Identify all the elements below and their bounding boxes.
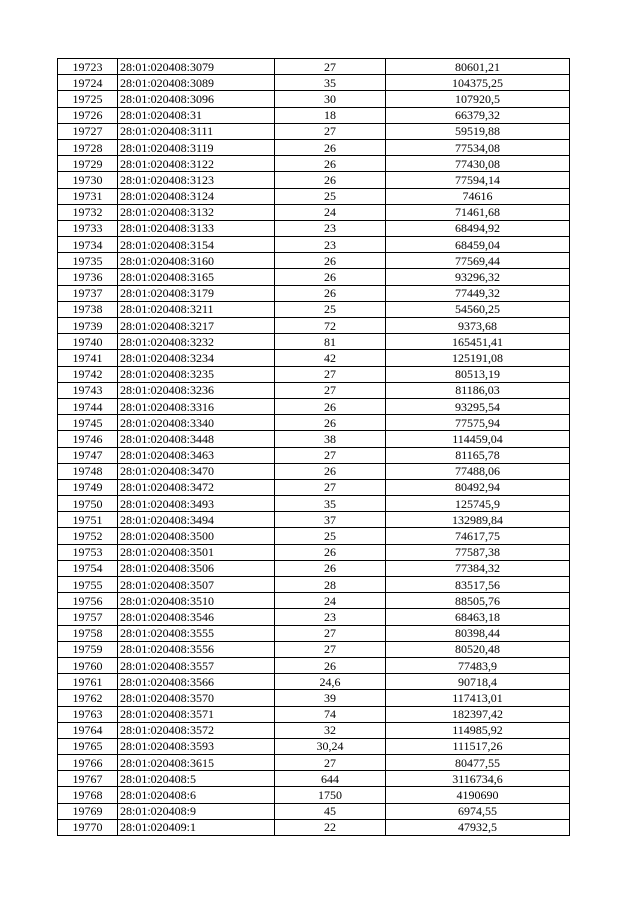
value-cell: 80513,19: [386, 366, 570, 382]
cadastral-number-cell: 28:01:020408:3506: [118, 560, 275, 576]
table-row: [58, 237, 570, 253]
table-row: [58, 512, 570, 528]
area-cell: 27: [275, 59, 386, 75]
area-cell: 26: [275, 657, 386, 673]
area-cell: 26: [275, 463, 386, 479]
row-number-cell: 19768: [58, 787, 118, 803]
row-number-cell: 19738: [58, 301, 118, 317]
value-cell: 74616: [386, 188, 570, 204]
row-number-cell: 19723: [58, 59, 118, 75]
value-cell: 117413,01: [386, 690, 570, 706]
cadastral-number-cell: 28:01:020408:3096: [118, 91, 275, 107]
table-row: [58, 350, 570, 366]
value-cell: 104375,25: [386, 75, 570, 91]
table-row: [58, 75, 570, 91]
cadastral-number-cell: 28:01:020408:5: [118, 771, 275, 787]
value-cell: 9373,68: [386, 318, 570, 334]
area-cell: 25: [275, 301, 386, 317]
cadastral-number-cell: 28:01:020408:3165: [118, 269, 275, 285]
value-cell: 125745,9: [386, 496, 570, 512]
value-cell: 77384,32: [386, 560, 570, 576]
table-row: [58, 496, 570, 512]
cadastral-table: [57, 58, 570, 836]
value-cell: 80601,21: [386, 59, 570, 75]
table-row: [58, 431, 570, 447]
area-cell: 30: [275, 91, 386, 107]
table-row: [58, 690, 570, 706]
cadastral-number-cell: 28:01:020408:3494: [118, 512, 275, 528]
value-cell: 66379,32: [386, 107, 570, 123]
value-cell: 114459,04: [386, 431, 570, 447]
value-cell: 71461,68: [386, 204, 570, 220]
row-number-cell: 19751: [58, 512, 118, 528]
row-number-cell: 19750: [58, 496, 118, 512]
cadastral-number-cell: 28:01:020408:6: [118, 787, 275, 803]
area-cell: 26: [275, 253, 386, 269]
table-row: [58, 657, 570, 673]
area-cell: 24: [275, 204, 386, 220]
value-cell: 165451,41: [386, 334, 570, 350]
table-row: [58, 415, 570, 431]
value-cell: 88505,76: [386, 593, 570, 609]
value-cell: 90718,4: [386, 674, 570, 690]
cadastral-number-cell: 28:01:020408:3211: [118, 301, 275, 317]
table-row: [58, 188, 570, 204]
row-number-cell: 19729: [58, 156, 118, 172]
table-row: [58, 609, 570, 625]
cadastral-number-cell: 28:01:020408:3133: [118, 220, 275, 236]
row-number-cell: 19734: [58, 237, 118, 253]
value-cell: 114985,92: [386, 722, 570, 738]
row-number-cell: 19765: [58, 738, 118, 754]
cadastral-number-cell: 28:01:020408:3235: [118, 366, 275, 382]
cadastral-number-cell: 28:01:020408:3615: [118, 755, 275, 771]
area-cell: 30,24: [275, 738, 386, 754]
value-cell: 93296,32: [386, 269, 570, 285]
row-number-cell: 19748: [58, 463, 118, 479]
area-cell: 26: [275, 285, 386, 301]
row-number-cell: 19752: [58, 528, 118, 544]
area-cell: 27: [275, 755, 386, 771]
table-row: [58, 544, 570, 560]
area-cell: 22: [275, 819, 386, 835]
table-row: [58, 625, 570, 641]
row-number-cell: 19745: [58, 415, 118, 431]
value-cell: 77587,38: [386, 544, 570, 560]
area-cell: 35: [275, 75, 386, 91]
cadastral-number-cell: 28:01:020408:3507: [118, 577, 275, 593]
table-row: [58, 301, 570, 317]
cadastral-number-cell: 28:01:020408:3119: [118, 139, 275, 155]
row-number-cell: 19760: [58, 657, 118, 673]
table-row: [58, 771, 570, 787]
row-number-cell: 19758: [58, 625, 118, 641]
table-row: [58, 107, 570, 123]
cadastral-number-cell: 28:01:020408:3089: [118, 75, 275, 91]
value-cell: 132989,84: [386, 512, 570, 528]
value-cell: 68463,18: [386, 609, 570, 625]
cadastral-number-cell: 28:01:020408:3493: [118, 496, 275, 512]
cadastral-number-cell: 28:01:020408:3124: [118, 188, 275, 204]
cadastral-number-cell: 28:01:020408:3593: [118, 738, 275, 754]
table-row: [58, 139, 570, 155]
area-cell: 37: [275, 512, 386, 528]
value-cell: 77430,08: [386, 156, 570, 172]
cadastral-number-cell: 28:01:020408:3079: [118, 59, 275, 75]
row-number-cell: 19763: [58, 706, 118, 722]
area-cell: 26: [275, 415, 386, 431]
area-cell: 74: [275, 706, 386, 722]
row-number-cell: 19737: [58, 285, 118, 301]
value-cell: 83517,56: [386, 577, 570, 593]
table-row: [58, 447, 570, 463]
area-cell: 644: [275, 771, 386, 787]
row-number-cell: 19741: [58, 350, 118, 366]
row-number-cell: 19767: [58, 771, 118, 787]
row-number-cell: 19742: [58, 366, 118, 382]
area-cell: 27: [275, 447, 386, 463]
cadastral-number-cell: 28:01:020408:3546: [118, 609, 275, 625]
value-cell: 77594,14: [386, 172, 570, 188]
area-cell: 25: [275, 188, 386, 204]
row-number-cell: 19730: [58, 172, 118, 188]
row-number-cell: 19744: [58, 398, 118, 414]
table-body: [58, 59, 570, 836]
value-cell: 68494,92: [386, 220, 570, 236]
cadastral-number-cell: 28:01:020408:3160: [118, 253, 275, 269]
area-cell: 24,6: [275, 674, 386, 690]
row-number-cell: 19740: [58, 334, 118, 350]
value-cell: 80492,94: [386, 479, 570, 495]
table-row: [58, 156, 570, 172]
cadastral-number-cell: 28:01:020408:3217: [118, 318, 275, 334]
row-number-cell: 19727: [58, 123, 118, 139]
table-row: [58, 479, 570, 495]
area-cell: 26: [275, 156, 386, 172]
cadastral-number-cell: 28:01:020408:3123: [118, 172, 275, 188]
table-row: [58, 722, 570, 738]
area-cell: 32: [275, 722, 386, 738]
table-row: [58, 398, 570, 414]
table-row: [58, 172, 570, 188]
table-row: [58, 366, 570, 382]
table-row: [58, 204, 570, 220]
area-cell: 26: [275, 139, 386, 155]
row-number-cell: 19759: [58, 641, 118, 657]
value-cell: 77483,9: [386, 657, 570, 673]
row-number-cell: 19728: [58, 139, 118, 155]
area-cell: 27: [275, 366, 386, 382]
value-cell: 54560,25: [386, 301, 570, 317]
table-row: [58, 382, 570, 398]
row-number-cell: 19743: [58, 382, 118, 398]
cadastral-number-cell: 28:01:020408:3510: [118, 593, 275, 609]
area-cell: 39: [275, 690, 386, 706]
area-cell: 27: [275, 382, 386, 398]
table-row: [58, 253, 570, 269]
row-number-cell: 19749: [58, 479, 118, 495]
row-number-cell: 19762: [58, 690, 118, 706]
value-cell: 111517,26: [386, 738, 570, 754]
value-cell: 93295,54: [386, 398, 570, 414]
area-cell: 38: [275, 431, 386, 447]
table-row: [58, 787, 570, 803]
row-number-cell: 19764: [58, 722, 118, 738]
row-number-cell: 19770: [58, 819, 118, 835]
area-cell: 35: [275, 496, 386, 512]
table-row: [58, 674, 570, 690]
area-cell: 45: [275, 803, 386, 819]
value-cell: 68459,04: [386, 237, 570, 253]
value-cell: 107920,5: [386, 91, 570, 107]
row-number-cell: 19733: [58, 220, 118, 236]
area-cell: 26: [275, 544, 386, 560]
area-cell: 18: [275, 107, 386, 123]
row-number-cell: 19726: [58, 107, 118, 123]
row-number-cell: 19747: [58, 447, 118, 463]
cadastral-number-cell: 28:01:020408:3470: [118, 463, 275, 479]
cadastral-number-cell: 28:01:020408:31: [118, 107, 275, 123]
row-number-cell: 19766: [58, 755, 118, 771]
table-row: [58, 560, 570, 576]
area-cell: 27: [275, 625, 386, 641]
row-number-cell: 19746: [58, 431, 118, 447]
value-cell: 6974,55: [386, 803, 570, 819]
row-number-cell: 19753: [58, 544, 118, 560]
cadastral-number-cell: 28:01:020408:3179: [118, 285, 275, 301]
row-number-cell: 19724: [58, 75, 118, 91]
area-cell: 81: [275, 334, 386, 350]
cadastral-number-cell: 28:01:020408:3566: [118, 674, 275, 690]
value-cell: 77449,32: [386, 285, 570, 301]
cadastral-number-cell: 28:01:020408:3557: [118, 657, 275, 673]
table-row: [58, 334, 570, 350]
cadastral-number-cell: 28:01:020408:3448: [118, 431, 275, 447]
area-cell: 26: [275, 172, 386, 188]
cadastral-number-cell: 28:01:020408:3236: [118, 382, 275, 398]
table-row: [58, 91, 570, 107]
row-number-cell: 19761: [58, 674, 118, 690]
cadastral-number-cell: 28:01:020408:3232: [118, 334, 275, 350]
area-cell: 23: [275, 609, 386, 625]
row-number-cell: 19769: [58, 803, 118, 819]
value-cell: 125191,08: [386, 350, 570, 366]
area-cell: 42: [275, 350, 386, 366]
value-cell: 77569,44: [386, 253, 570, 269]
row-number-cell: 19755: [58, 577, 118, 593]
cadastral-number-cell: 28:01:020408:3122: [118, 156, 275, 172]
table-row: [58, 706, 570, 722]
row-number-cell: 19736: [58, 269, 118, 285]
cadastral-number-cell: 28:01:020408:3555: [118, 625, 275, 641]
area-cell: 27: [275, 123, 386, 139]
table-row: [58, 318, 570, 334]
table-row: [58, 528, 570, 544]
row-number-cell: 19754: [58, 560, 118, 576]
value-cell: 77575,94: [386, 415, 570, 431]
area-cell: 27: [275, 641, 386, 657]
value-cell: 74617,75: [386, 528, 570, 544]
cadastral-number-cell: 28:01:020408:3570: [118, 690, 275, 706]
cadastral-number-cell: 28:01:020408:3154: [118, 237, 275, 253]
cadastral-number-cell: 28:01:020408:3463: [118, 447, 275, 463]
value-cell: 77534,08: [386, 139, 570, 155]
value-cell: 81165,78: [386, 447, 570, 463]
value-cell: 77488,06: [386, 463, 570, 479]
cadastral-number-cell: 28:01:020408:3556: [118, 641, 275, 657]
cadastral-number-cell: 28:01:020409:1: [118, 819, 275, 835]
cadastral-number-cell: 28:01:020408:3316: [118, 398, 275, 414]
value-cell: 80477,55: [386, 755, 570, 771]
row-number-cell: 19739: [58, 318, 118, 334]
area-cell: 27: [275, 479, 386, 495]
area-cell: 26: [275, 560, 386, 576]
table-row: [58, 220, 570, 236]
row-number-cell: 19725: [58, 91, 118, 107]
area-cell: 23: [275, 220, 386, 236]
area-cell: 26: [275, 269, 386, 285]
cadastral-number-cell: 28:01:020408:3500: [118, 528, 275, 544]
cadastral-number-cell: 28:01:020408:3340: [118, 415, 275, 431]
table-row: [58, 819, 570, 835]
row-number-cell: 19735: [58, 253, 118, 269]
table-row: [58, 269, 570, 285]
table-row: [58, 755, 570, 771]
area-cell: 23: [275, 237, 386, 253]
table-row: [58, 285, 570, 301]
value-cell: 4190690: [386, 787, 570, 803]
value-cell: 59519,88: [386, 123, 570, 139]
table-row: [58, 463, 570, 479]
table-row: [58, 59, 570, 75]
cadastral-number-cell: 28:01:020408:3572: [118, 722, 275, 738]
row-number-cell: 19732: [58, 204, 118, 220]
value-cell: 80398,44: [386, 625, 570, 641]
row-number-cell: 19756: [58, 593, 118, 609]
row-number-cell: 19731: [58, 188, 118, 204]
table-row: [58, 577, 570, 593]
area-cell: 28: [275, 577, 386, 593]
table-row: [58, 738, 570, 754]
area-cell: 72: [275, 318, 386, 334]
value-cell: 3116734,6: [386, 771, 570, 787]
cadastral-number-cell: 28:01:020408:3472: [118, 479, 275, 495]
value-cell: 47932,5: [386, 819, 570, 835]
table-row: [58, 803, 570, 819]
value-cell: 80520,48: [386, 641, 570, 657]
cadastral-number-cell: 28:01:020408:3132: [118, 204, 275, 220]
value-cell: 182397,42: [386, 706, 570, 722]
cadastral-number-cell: 28:01:020408:3571: [118, 706, 275, 722]
cadastral-number-cell: 28:01:020408:3111: [118, 123, 275, 139]
table-row: [58, 641, 570, 657]
area-cell: 26: [275, 398, 386, 414]
row-number-cell: 19757: [58, 609, 118, 625]
cadastral-number-cell: 28:01:020408:3501: [118, 544, 275, 560]
value-cell: 81186,03: [386, 382, 570, 398]
table-row: [58, 123, 570, 139]
area-cell: 25: [275, 528, 386, 544]
area-cell: 24: [275, 593, 386, 609]
cadastral-number-cell: 28:01:020408:3234: [118, 350, 275, 366]
area-cell: 1750: [275, 787, 386, 803]
table-row: [58, 593, 570, 609]
cadastral-number-cell: 28:01:020408:9: [118, 803, 275, 819]
